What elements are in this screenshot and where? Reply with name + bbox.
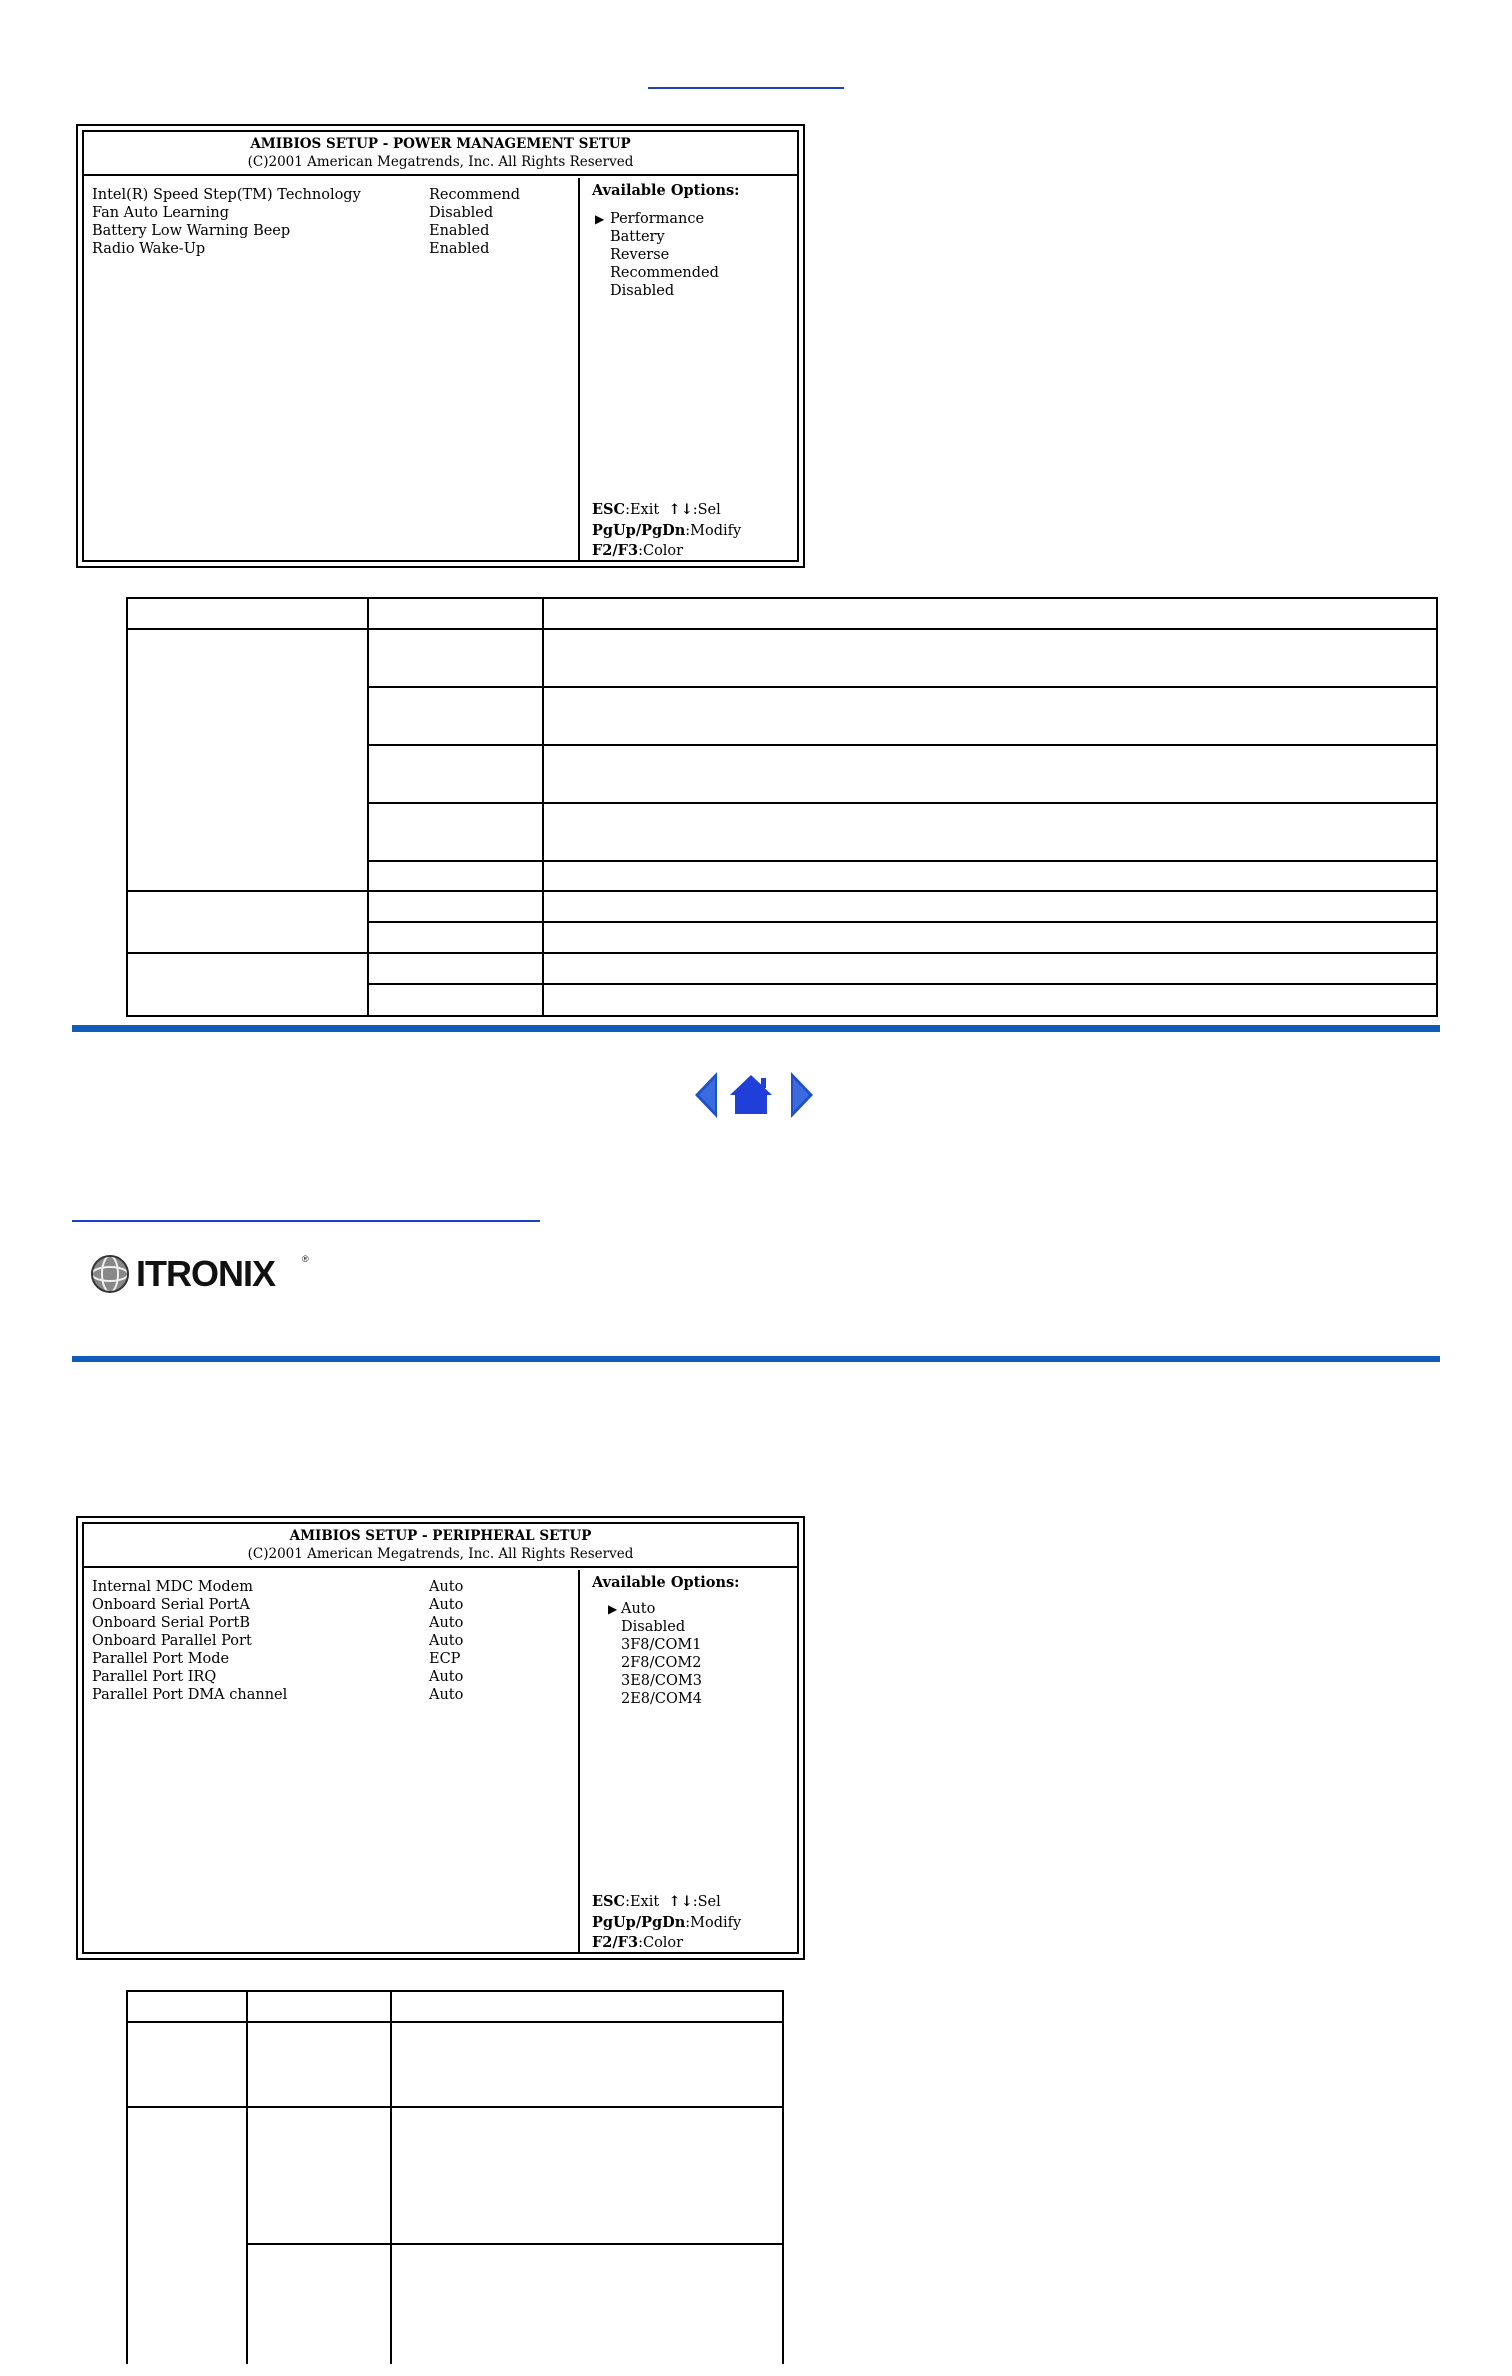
options-title: Available Options:	[592, 1574, 740, 1591]
option-item: 2E8/COM4	[621, 1691, 702, 1707]
option-item: Disabled	[621, 1619, 686, 1635]
bios-setting-row: Intel(R) Speed Step(TM) Technology Recommend	[92, 187, 521, 203]
bios-setting-row: Radio Wake-Up Enabled	[92, 241, 490, 257]
bios-setting-row: Onboard Serial PortB Auto	[92, 1615, 464, 1631]
bios-setting-row: Onboard Serial PortA Auto	[92, 1597, 464, 1613]
table-row	[127, 598, 1437, 629]
page-navigation	[695, 1072, 815, 1118]
bios-peripheral-screenshot	[76, 1516, 805, 1960]
option-item: 3E8/COM3	[621, 1673, 702, 1689]
option-item: Performance	[610, 211, 705, 227]
option-item: 2F8/COM2	[621, 1655, 702, 1671]
bios-copyright: (C)2001 American Megatrends, Inc. All Rights Reserved	[247, 154, 634, 170]
globe-icon	[90, 1254, 132, 1294]
bios-header	[84, 132, 797, 176]
registered-mark: ®	[302, 1254, 309, 1264]
bios-setting-row: Parallel Port Mode ECP	[92, 1651, 461, 1667]
settings-table	[126, 597, 1438, 1017]
option-item: Battery	[610, 229, 665, 245]
section-divider	[72, 1356, 1440, 1362]
table-row	[127, 953, 1437, 984]
option-item: 3F8/COM1	[621, 1637, 702, 1653]
bios-title: AMIBIOS SETUP - PERIPHERAL SETUP	[289, 1528, 592, 1544]
prev-page-icon[interactable]	[695, 1072, 717, 1118]
bios-header	[84, 1524, 797, 1568]
bios-options-panel	[580, 1570, 797, 1952]
option-item: Auto	[621, 1601, 656, 1617]
bios-setting-row: Fan Auto Learning Disabled	[92, 205, 494, 221]
logo-wordmark: ITRONIX	[136, 1253, 276, 1294]
bios-setting-row: Parallel Port DMA channel Auto	[92, 1687, 464, 1703]
bios-setting-row: Onboard Parallel Port Auto	[92, 1633, 464, 1649]
option-item: Reverse	[610, 247, 670, 263]
bios-options-panel	[580, 178, 797, 560]
options-title: Available Options:	[592, 182, 740, 199]
home-icon[interactable]	[730, 1075, 772, 1114]
key-legend: ESC:Exit ↑↓:Sel PgUp/PgDn:Modify F2/F3:Color	[592, 501, 742, 559]
table-row	[127, 629, 1437, 687]
section-divider	[72, 1025, 1440, 1032]
option-item: Recommended	[610, 265, 719, 281]
bios-setting-row: Internal MDC Modem Auto	[92, 1579, 464, 1595]
footer-link[interactable]	[72, 1220, 540, 1222]
selection-arrow-icon: ▶	[595, 212, 605, 226]
bios-copyright: (C)2001 American Megatrends, Inc. All Rights Reserved	[247, 1546, 634, 1562]
next-page-icon[interactable]	[791, 1072, 813, 1118]
bios-setting-row: Parallel Port IRQ Auto	[92, 1669, 464, 1685]
bios-title: AMIBIOS SETUP - POWER MANAGEMENT SETUP	[250, 136, 631, 152]
bios-power-management-screenshot	[76, 124, 805, 568]
option-item: Disabled	[610, 283, 675, 299]
bios-settings-panel	[84, 178, 580, 560]
table-row	[127, 2107, 783, 2244]
bios-settings-panel	[84, 1570, 580, 1952]
selection-arrow-icon: ▶	[608, 1602, 618, 1616]
bios-setting-row: Battery Low Warning Beep Enabled	[92, 223, 490, 239]
key-legend: ESC:Exit ↑↓:Sel PgUp/PgDn:Modify F2/F3:Color	[592, 1893, 742, 1951]
table-row	[127, 1991, 783, 2022]
top-link[interactable]	[648, 87, 844, 89]
settings-table	[126, 1990, 784, 2364]
table-row	[127, 891, 1437, 922]
table-row	[127, 2022, 783, 2107]
